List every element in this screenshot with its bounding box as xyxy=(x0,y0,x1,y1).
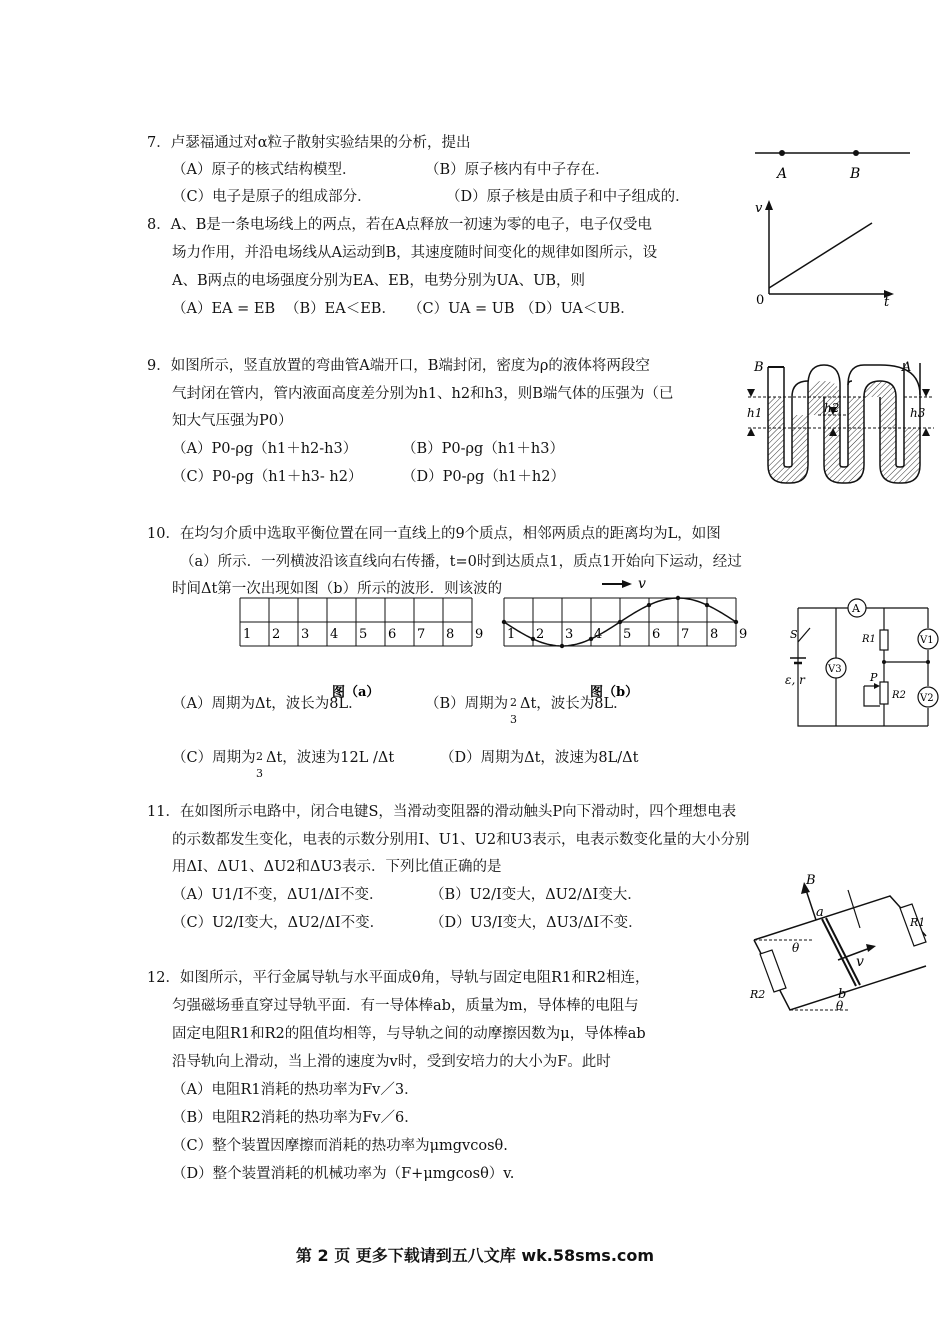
h1-label: h1 xyxy=(747,406,763,420)
point-label: 4 xyxy=(330,627,339,642)
q10-wave-figures xyxy=(232,576,752,702)
v1-label: V1 xyxy=(920,635,934,646)
q10-option-c-suffix: Δt，波速为12L /Δt xyxy=(266,750,395,766)
q9-option-b: （B）P0-ρg（h1＋h3） xyxy=(402,441,564,457)
resistor-r2 xyxy=(880,682,888,704)
q12-line3: 固定电阻R1和R2的阻值均相等，与导轨之间的动摩擦因数为μ，导体棒ab xyxy=(172,1026,646,1042)
r1-label: R1 xyxy=(862,634,876,645)
point-label: 2 xyxy=(272,627,281,642)
q10-option-c-prefix: （C）周期为 xyxy=(172,750,256,766)
end-a-label: A xyxy=(902,360,912,375)
q12-rail-figure xyxy=(740,868,936,1018)
v-axis-label: v xyxy=(755,201,763,216)
q9-line2: 气封闭在管内，管内液面高度差分别为h1、h2和h3，则B端气体的压强为（已 xyxy=(172,386,674,402)
rail-r2-label: R2 xyxy=(750,988,766,1001)
q10-option-b-prefix: （B）周期为 xyxy=(425,696,509,712)
particle-dot xyxy=(705,603,709,607)
q11-option-b: （B）U2/I变大，ΔU2/ΔI变大． xyxy=(430,887,642,903)
point-label: 2 xyxy=(536,627,545,642)
q11-circuit-figure xyxy=(782,598,940,734)
field-b-label: B xyxy=(806,873,816,888)
origin-label: 0 xyxy=(756,293,765,308)
rod-b-label: b xyxy=(838,987,847,1002)
particle-dot xyxy=(676,596,680,600)
switch-s-label: S xyxy=(790,628,798,641)
q10-option-b-suffix: Δt，波长为8L． xyxy=(520,696,628,712)
point-label: 9 xyxy=(475,627,484,642)
q10-line2: （a）所示．一列横波沿该直线向右传播，t=0时到达质点1，质点1开始向下运动，经过 xyxy=(180,554,742,570)
q7-option-c: （C）电子是原子的组成部分． xyxy=(172,189,372,205)
q9-option-a: （A）P0-ρg（h1＋h2-h3） xyxy=(172,441,358,457)
q8-line3: A、B两点的电场强度分别为EA、EB，电势分别为UA、UB，则 xyxy=(172,273,586,289)
q8-option-a: （A）EA = EB xyxy=(172,301,276,317)
point-label: 8 xyxy=(710,627,719,642)
particle-dot xyxy=(589,637,593,641)
q12-line4: 沿导轨向上滑动，当上滑的速度为v时，受到安培力的大小为F。此时 xyxy=(172,1054,611,1070)
wave-velocity-label: v xyxy=(638,576,646,592)
theta-upper-label: θ xyxy=(792,941,800,955)
slider-p-label: P xyxy=(870,671,878,684)
figure-a-grid xyxy=(240,598,483,646)
q10-b-frac-den: 3 xyxy=(510,713,517,726)
point-label: 6 xyxy=(388,627,397,642)
point-label: 8 xyxy=(446,627,455,642)
point-label: 3 xyxy=(565,627,574,642)
q12-option-b: （B）电阻R2消耗的热功率为Fv／6． xyxy=(172,1110,419,1126)
q10-line3: 时间Δt第一次出现如图（b）所示的波形．则该波的 xyxy=(172,581,503,597)
q7-option-a: （A）原子的核式结构模型． xyxy=(172,162,357,178)
q10-line1: 10．在均匀介质中选取平衡位置在同一直线上的9个质点，相邻两质点的距离均为L，如图 xyxy=(147,526,721,542)
point-label: 7 xyxy=(681,627,690,642)
q8-line2: 场力作用，并沿电场线从A运动到B，其速度随时间变化的规律如图所示，设 xyxy=(172,245,658,261)
point-a-label: A xyxy=(777,166,788,182)
q7-line-figure xyxy=(752,140,914,185)
particle-dot xyxy=(618,620,622,624)
point-label: 1 xyxy=(507,627,516,642)
q7-option-d: （D）原子核是由质子和中子组成的． xyxy=(446,189,690,205)
point-label: 6 xyxy=(652,627,661,642)
t-axis-label: t xyxy=(884,295,890,308)
point-label: 9 xyxy=(739,627,748,642)
q8-option-d: （D）UA＜UB． xyxy=(520,301,635,317)
q11-line3: 用ΔI、ΔU1、ΔU2和ΔU3表示．下列比值正确的是 xyxy=(172,859,502,875)
q12-option-a: （A）电阻R1消耗的热功率为Fv／3． xyxy=(172,1082,419,1098)
v3-label: V3 xyxy=(828,664,842,675)
end-b-label: B xyxy=(754,360,764,375)
r2-label: R2 xyxy=(892,690,906,701)
q11-line1: 11．在如图所示电路中，闭合电键S，当滑动变阻器的滑动触头P向下滑动时，四个理想电表 xyxy=(147,804,737,820)
particle-dot xyxy=(502,620,506,624)
q10-option-a: （A）周期为Δt，波长为8L． xyxy=(172,696,363,712)
q8-vt-graph xyxy=(752,196,902,308)
velocity-v-label: v xyxy=(856,954,864,970)
q11-option-d: （D）U3/I变大，ΔU3/ΔI不变． xyxy=(430,915,643,931)
rail-resistor-r2 xyxy=(760,950,786,992)
point-label: 7 xyxy=(417,627,426,642)
q10-b-frac-num: 2 xyxy=(510,696,517,709)
q12-option-d: （D）整个装置消耗的机械功率为（F+μmgcosθ）v. xyxy=(172,1166,515,1182)
figure-b-caption: 图（b） xyxy=(590,685,639,700)
q10-option-d: （D）周期为Δt，波速为8L/Δt xyxy=(440,750,639,766)
v2-label: V2 xyxy=(920,693,934,704)
q11-option-c: （C）U2/I变大，ΔU2/ΔI不变． xyxy=(172,915,385,931)
figure-a-caption: 图（a） xyxy=(332,685,380,700)
point-label: 3 xyxy=(301,627,310,642)
particle-dot xyxy=(560,644,564,648)
point-label: 1 xyxy=(243,627,252,642)
point-label: 5 xyxy=(623,627,632,642)
resistor-r1 xyxy=(880,630,888,650)
point-label: 5 xyxy=(359,627,368,642)
q9-option-c: （C）P0-ρg（h1＋h3- h2） xyxy=(172,469,363,485)
figure-b-grid xyxy=(502,596,747,648)
q8-option-b: （B）EA＜EB． xyxy=(285,301,396,317)
q10-c-frac-num: 2 xyxy=(256,750,263,763)
q12-option-c: （C）整个装置因摩擦而消耗的热功率为μmgvcosθ. xyxy=(172,1138,508,1154)
q12-line2: 匀强磁场垂直穿过导轨平面．有一导体棒ab，质量为m，导体棒的电阻与 xyxy=(172,998,639,1014)
particle-dot xyxy=(734,620,738,624)
q8-option-c: （C）UA = UB xyxy=(408,301,515,317)
ammeter-label: A xyxy=(852,602,860,615)
point-b-label: B xyxy=(850,166,861,182)
h2-label: h2 xyxy=(824,401,840,415)
page-footer: 第 2 页 更多下载请到五八文库 wk.58sms.com xyxy=(295,1246,655,1265)
q10-c-frac-den: 3 xyxy=(256,767,263,780)
point-label: 4 xyxy=(594,627,603,642)
q9-line3: 知大气压强为P0） xyxy=(172,413,293,429)
q12-line1: 12．如图所示，平行金属导轨与水平面成θ角，导轨与固定电阻R1和R2相连， xyxy=(147,970,650,986)
q11-option-a: （A）U1/I不变，ΔU1/ΔI不变． xyxy=(172,887,384,903)
theta-lower-label: θ xyxy=(836,999,844,1013)
particle-dot xyxy=(647,603,651,607)
q9-option-d: （D）P0-ρg（h1＋h2） xyxy=(402,469,565,485)
rail-r1-label: R1 xyxy=(910,916,926,929)
rod-a-label: a xyxy=(816,905,824,920)
q9-u-tube-figure xyxy=(738,355,938,490)
emf-label: ε, r xyxy=(785,673,805,687)
h3-label: h3 xyxy=(910,406,926,420)
q9-line1: 9．如图所示，竖直放置的弯曲管A端开口，B端封闭，密度为ρ的液体将两段空 xyxy=(147,358,650,374)
particle-dot xyxy=(531,637,535,641)
q7-option-b: （B）原子核内有中子存在． xyxy=(425,162,610,178)
q7-stem: 7．卢瑟福通过对α粒子散射实验结果的分析，提出 xyxy=(147,135,471,151)
q11-line2: 的示数都发生变化，电表的示数分别用I、U1、U2和U3表示，电表示数变化量的大小分别 xyxy=(172,832,750,848)
q8-line1: 8．A、B是一条电场线上的两点，若在A点释放一初速为零的电子，电子仅受电 xyxy=(147,217,652,233)
